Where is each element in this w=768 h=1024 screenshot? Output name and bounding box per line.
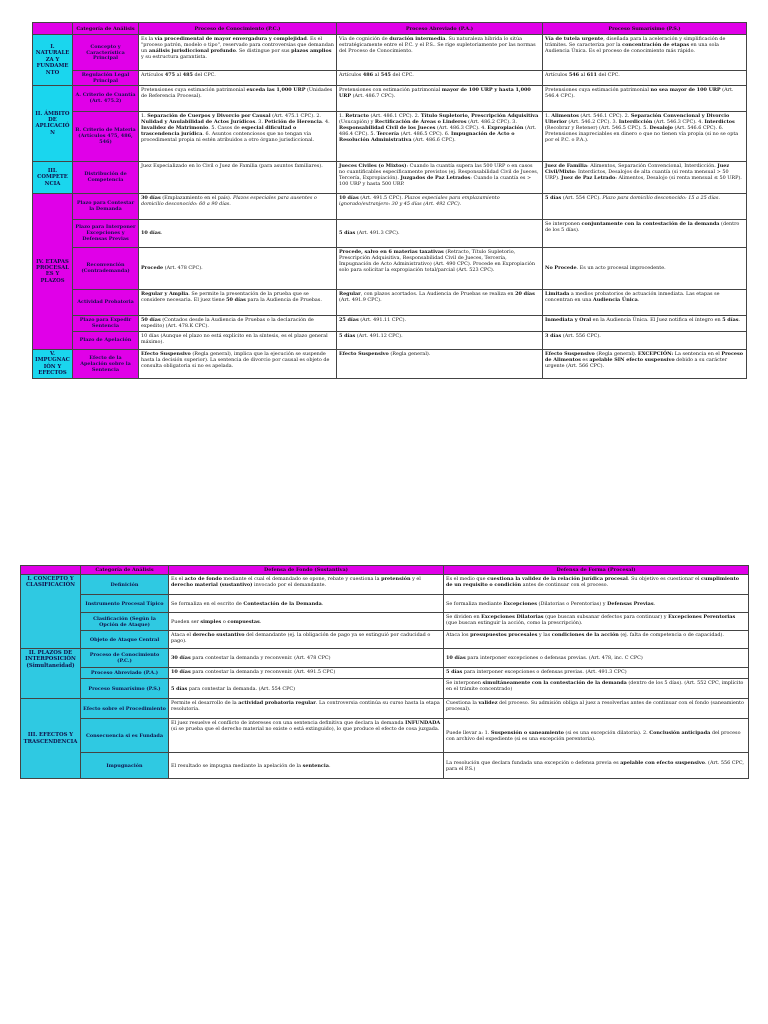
category-cell: Impugnación (81, 753, 169, 779)
category-cell: Actividad Probatoria (73, 289, 139, 315)
table-row (21, 575, 749, 595)
cell-pa: Procede, salvo en 6 materias taxativas (Retracto, Título Supletorio, Prescripción Adquisitiva, Responsabilidad Civil de Jueces, Tercería, Impugnación de Acto Administrativo) (Art. 490 CPC). Procede en Expropiación solo para solicitar la expropiación total/parcial (Art. 523 CPC). (337, 247, 543, 289)
cell-pa: Efecto Suspensivo (Regla general). (337, 349, 543, 378)
cell-pa: 5 días (Art. 491.12 CPC). (337, 331, 543, 349)
cell-forma: Cuestiona la validez del proceso. Su admisión obliga al juez a resolverlas antes de continuar con el fondo (saneamiento procesal). (444, 699, 749, 719)
cell-pc: 1. Separación de Cuerpos y Divorcio por Causal (Art. 475.1 CPC). 2. Nulidad y Anulabilidad de Actos Jurídicos. 3. Petición de Herencia. 4. Invalidez de Matrimonio. 5. Casos de especial dificultad o trascendencia jurídica. 6. Asuntos contenciosos que no tengan vía procedimental propia ni estén atribuidos a otro órgano jurisdiccional. (139, 111, 337, 161)
table-row (21, 719, 749, 753)
category-cell: Objeto de Ataque Central (81, 631, 169, 649)
cell-pc: Efecto Suspensivo (Regla general), implica que la ejecución se suspende hasta la decisión superior). La sentencia de divorcio por causal es objeto de consulta obligatoria si no es apelada. (139, 349, 337, 378)
cell-forma: Se interponen simultáneamente con la contestación de la demanda (dentro de los 5 días). (Art. 552 CPC, implícito en el trámite concentrado) (444, 679, 749, 699)
table-row (21, 668, 749, 679)
cell-pc: Regular y Amplia. Se permite la presentación de la prueba que se considere necesaria. El juez tiene 50 días para la Audiencia de Pruebas. (139, 289, 337, 315)
table-row (21, 753, 749, 779)
cell-fondo: Se formaliza en el escrito de Contestación de la Demanda. (169, 595, 444, 613)
header-forma: Defensa de Forma (Procesal) (444, 566, 749, 575)
category-cell: Proceso Abreviado (P.A.) (81, 668, 169, 679)
cell-fondo: Permite el desarrollo de la actividad probatoria regular. La controversia continúa su curso hasta la etapa resolutoria. (169, 699, 444, 719)
cell-pc: Procede (Art. 478 CPC). (139, 247, 337, 289)
cell-pc: Pretensiones cuya estimación patrimonial exceda las 1,000 URP (Unidades de Referencia Procesal). (139, 85, 337, 111)
cell-pa: Vía de cognición de duración intermedia. Su naturaleza híbrida lo sitúa estratégicamente entre el P.C. y el P.S.. Se rige supletoriamente por las normas del Proceso de Conocimiento. (337, 35, 543, 71)
category-cell: Concepto y Característica Principal (73, 35, 139, 71)
table-row (33, 315, 747, 331)
table-row (33, 85, 747, 111)
category-cell: A. Criterio de Cuantía (Art. 475.2) (73, 85, 139, 111)
cell-pc: 10 días (Aunque el plazo no está explícito en la síntesis, es el plazo general máximo). (139, 331, 337, 349)
cell-fondo: El resultado se impugna mediante la apelación de la sentencia. (169, 753, 444, 779)
category-cell: Instrumento Procesal Típico (81, 595, 169, 613)
header-blank (21, 566, 81, 575)
section-concepto: I. CONCEPTO Y CLASIFICACIÓN (21, 575, 81, 649)
cell-pa: Artículos 486 al 545 del CPC. (337, 71, 543, 86)
cell-pc: Juez Especializado en lo Civil o Juez de Familia (para asuntos familiares). (139, 161, 337, 193)
cell-ps: Pretensiones cuya estimación patrimonial no sea mayor de 100 URP (Art. 546.4 CPC). (543, 85, 747, 111)
cell-fondo: Pueden ser simples o compuestas. (169, 613, 444, 631)
table-row (21, 613, 749, 631)
table-row (33, 219, 747, 247)
cell-forma: 5 días para interponer excepciones o defensas previas. (Art. 491.3 CPC) (444, 668, 749, 679)
table-row (33, 349, 747, 378)
table-row (33, 71, 747, 86)
cell-pc: Artículos 475 al 485 del CPC. (139, 71, 337, 86)
table-row (21, 595, 749, 613)
table-row (33, 247, 747, 289)
cell-ps: 5 días (Art. 554 CPC). Plazo para domicilio desconocido: 15 a 25 días. (543, 193, 747, 219)
section-impugnacion: V. IMPUGNACIÓN Y EFECTOS (33, 349, 73, 378)
table-row (21, 649, 749, 668)
cell-pa: Pretensiones con estimación patrimonial mayor de 100 URP y hasta 1,000 URP (Art. 486.7 CPC). (337, 85, 543, 111)
table-header-row (33, 23, 747, 35)
category-cell: Clasificación (Según la Opción de Ataque) (81, 613, 169, 631)
cell-ps: 1. Alimentos (Art. 546.1 CPC). 2. Separación Convencional y Divorcio Ulterior (Art. 546.2 CPC). 3. Interdicción (Art. 546.3 CPC). 4. Interdictos (Recobrar y Retener) (Art. 546.5 CPC). 5. Desalojo (Art. 546.6 CPC). 6. Pretensiones inapreciables en dinero o que no tienen vía propia (si no se opta por el P.C. o P.A.). (543, 111, 747, 161)
cell-pa: Regular, con plazos acortados. La Audiencia de Pruebas se realiza en 20 días (Art. 491.9 CPC). (337, 289, 543, 315)
cell-ps: Vía de tutela urgente, diseñada para la aceleración y simplificación de trámites. Se caracteriza por la concentración de etapas en una sola Audiencia Única. Es el proceso de conocimiento más rápido. (543, 35, 747, 71)
process-comparison-table (32, 22, 747, 379)
category-cell: Proceso Sumarísimo (P.S.) (81, 679, 169, 699)
cell-forma: Ataca los presupuestos procesales y las condiciones de la acción (ej. falta de competencia o de capacidad). (444, 631, 749, 649)
cell-fondo: 10 días para contestar la demanda y reconvenir. (Art. 491.5 CPC) (169, 668, 444, 679)
header-pa: Proceso Abreviado (P.A.) (337, 23, 543, 35)
defense-comparison-table (20, 565, 749, 779)
cell-ps: Inmediata y Oral en la Audiencia Única. El Juez notifica el íntegro en 5 días. (543, 315, 747, 331)
header-ps: Proceso Sumarísimo (P.S.) (543, 23, 747, 35)
header-pc: Proceso de Conocimiento (P.C.) (139, 23, 337, 35)
table-row (33, 193, 747, 219)
table-row (21, 631, 749, 649)
cell-forma: Es el medio que cuestiona la validez de la relación jurídica procesal. Su objetivo es cuestionar el cumplimiento de un requisito o condición antes de continuar con el proceso. (444, 575, 749, 595)
cell-pc: 30 días (Emplazamiento en el país). Plazos especiales para ausentes o domicilio desconocido: 60 a 90 días. (139, 193, 337, 219)
cell-forma: Se formaliza mediante Excepciones (Dilatorias o Perentorias) y Defensas Previas. (444, 595, 749, 613)
header-blank (33, 23, 73, 35)
category-cell: Plazo de Apelación (73, 331, 139, 349)
cell-ps: Artículos 546 al 611 del CPC. (543, 71, 747, 86)
section-naturaleza: I. NATURALEZA Y FUNDAMENTO (33, 35, 73, 86)
header-fondo: Defensa de Fondo (Sustantiva) (169, 566, 444, 575)
cell-ps: Se interponen conjuntamente con la contestación de la demanda (dentro de los 5 días). (543, 219, 747, 247)
category-cell: Proceso de Conocimiento (P.C.) (81, 649, 169, 668)
section-competencia: III. COMPETENCIA (33, 161, 73, 193)
category-cell: Plazo para Expedir Sentencia (73, 315, 139, 331)
table-row (33, 111, 747, 161)
section-ambito: II. ÁMBITO DE APLICACIÓN (33, 85, 73, 161)
cell-ps: Limitada a medios probatorios de actuación inmediata. Las etapas se concentran en una Audiencia Única. (543, 289, 747, 315)
table-row (21, 679, 749, 699)
cell-fondo: 30 días para contestar la demanda y reconvenir. (Art. 478 CPC) (169, 649, 444, 668)
cell-pa: 10 días (Art. 491.5 CPC). Plazos especiales para emplazamiento ignorado/extranjero: 30 y 45 días (Art. 492 CPC). (337, 193, 543, 219)
table-header-row (21, 566, 749, 575)
section-efectos: III. EFECTOS Y TRASCENDENCIA (21, 699, 81, 779)
category-cell: Definición (81, 575, 169, 595)
section-plazos: II. PLAZOS DE INTERPOSICIÓN (Simultaneidad) (21, 649, 81, 699)
cell-pa: 5 días (Art. 491.3 CPC). (337, 219, 543, 247)
table-row (33, 161, 747, 193)
cell-pc: Es la vía procedimental de mayor envergadura y complejidad. Es el "proceso patrón, modelo o tipo", reservado para controversias que demandan un análisis jurisdiccional profundo. Se distingue por sus plazos amplios y su estructura garantista. (139, 35, 337, 71)
cell-forma: Puede llevar a: 1. Suspensión o saneamiento (si es una excepción dilatoria). 2. Conclusión anticipada del proceso con archivo del expediente (si es una excepción perentoria). (444, 719, 749, 753)
category-cell: Plazo para Contestar la Demanda (73, 193, 139, 219)
cell-pa: 1. Retracto (Art. 486.1 CPC). 2. Título Supletorio, Prescripción Adquisitiva (Usucapión) y Rectificación de Áreas o Linderos (Art. 486.2 CPC). 3. Responsabilidad Civil de los Jueces (Art. 486.3 CPC). 4. Expropiación (Art. 486.4 CPC). 5. Tercería (Art. 486.5 CPC). 6. Impugnación de Acto o Resolución Administrativa (Art. 486.6 CPC). (337, 111, 543, 161)
cell-forma: Se dividen en Excepciones Dilatorias (que buscan subsanar defectos para continuar) y Excepciones Perentorias (que buscan extinguir la acción, como la prescripción). (444, 613, 749, 631)
category-cell: Distribución de Competencia (73, 161, 139, 193)
cell-pc: 50 días (Contados desde la Audiencia de Pruebas o la declaración de expedito) (Art. 478.K CPC). (139, 315, 337, 331)
cell-ps: No Procede. Es un acto procesal improcedente. (543, 247, 747, 289)
section-etapas: IV. ETAPAS PROCESALES Y PLAZOS (33, 193, 73, 349)
category-cell: Efecto sobre el Procedimiento (81, 699, 169, 719)
header-category: Categoría de Análisis (81, 566, 169, 575)
table-row (21, 699, 749, 719)
cell-fondo: El juez resuelve el conflicto de intereses con una sentencia definitiva que declara la demanda INFUNDADA (si se prueba que el derecho material no existe o está extinguido), lo que produce el efecto de cosa juzgada. (169, 719, 444, 753)
category-cell: Efecto de la Apelación sobre la Sentencia (73, 349, 139, 378)
cell-pc: 10 días. (139, 219, 337, 247)
category-cell: Consecuencia si es Fundada (81, 719, 169, 753)
category-cell: Plazo para Interponer Excepciones y Defensas Previas (73, 219, 139, 247)
cell-ps: Juez de Familia: Alimentos, Separación Convencional, Interdicción. Juez Civil/Mixto: Interdictos, Desalojos de alta cuantía (si renta mensual > 50 URP). Juez de Paz Letrado: Alimentos, Desalojo (si renta mensual ≤ 50 URP). (543, 161, 747, 193)
category-cell: Regulación Legal Principal (73, 71, 139, 86)
table-row (33, 35, 747, 71)
category-cell: B. Criterio de Materia (Artículos 475, 486, 546) (73, 111, 139, 161)
cell-forma: La resolución que declara fundada una excepción o defensa previa es apelable con efecto suspensivo. (Art. 556 CPC, para el P.S.) (444, 753, 749, 779)
cell-fondo: 5 días para contestar la demanda. (Art. 554 CPC) (169, 679, 444, 699)
category-cell: Reconvención (Contrademanda) (73, 247, 139, 289)
cell-pa: 25 días (Art. 491.11 CPC). (337, 315, 543, 331)
header-category: Categoría de Análisis (73, 23, 139, 35)
cell-fondo: Ataca el derecho sustantivo del demandante (ej. la obligación de pago ya se extinguió por caducidad o pago). (169, 631, 444, 649)
cell-pa: Jueces Civiles (o Mixtos): Cuando la cuantía supera las 500 URP o en casos no cuantificables específicamente previstos (ej. Responsabilidad Civil de Jueces, Tercería, Expropiación). Juzgados de Paz Letrados: Cuando la cuantía es > 100 URP y hasta 500 URP. (337, 161, 543, 193)
cell-fondo: Es el acto de fondo mediante el cual el demandado se opone, rebate y cuestiona la pretensión y el derecho material (sustantivo) invocado por el demandante. (169, 575, 444, 595)
cell-ps: Efecto Suspensivo (Regla general). EXCEPCIÓN: La sentencia en el Proceso de Alimentos es apelable SIN efecto suspensivo debido a su carácter urgente (Art. 566 CPC). (543, 349, 747, 378)
cell-ps: 3 días (Art. 556 CPC). (543, 331, 747, 349)
table-row (33, 289, 747, 315)
table-row (33, 331, 747, 349)
cell-forma: 10 días para interponer excepciones o defensas previas. (Art. 478, inc. C CPC) (444, 649, 749, 668)
